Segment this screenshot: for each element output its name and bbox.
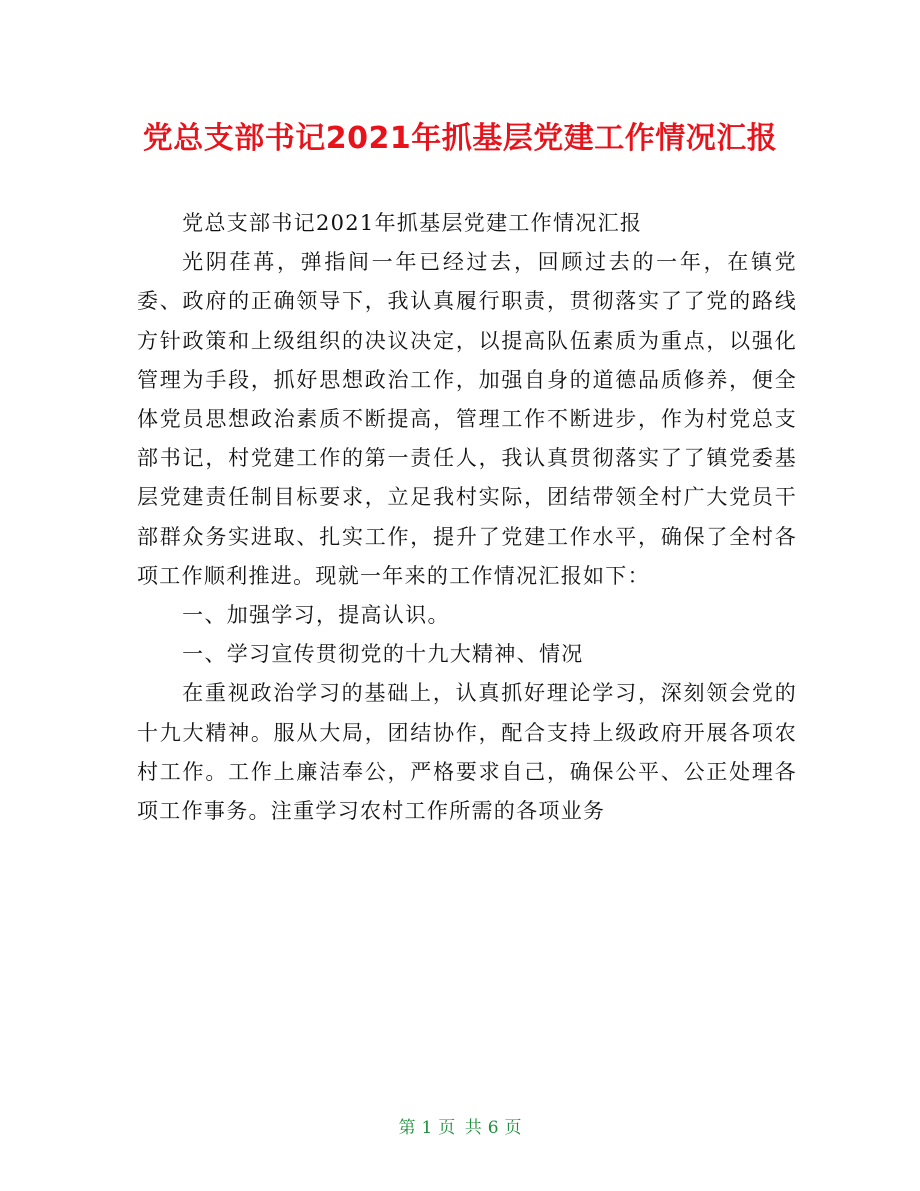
footer-page-number: 1 [421, 1118, 433, 1138]
footer-prefix: 第 [398, 1118, 416, 1138]
paragraph-study: 在重视政治学习的基础上，认真抓好理论学习，深刻领会党的十九大精神。服从大局，团结协作，配合支持上级政府开展各项农村工作。工作上廉洁奉公，严格要求自己，确保公平、公正处理各项工作事务。注重学习农村工作所需的各项业务 [137, 681, 797, 824]
footer-middle: 页 共 [438, 1118, 482, 1138]
paragraph-subtitle: 党总支部书记2021年抓基层党建工作情况汇报 [182, 211, 643, 235]
footer-suffix: 页 [504, 1118, 522, 1138]
document-title: 党总支部书记2021年抓基层党建工作情况汇报 [142, 121, 778, 156]
paragraph-intro: 光阴荏苒，弹指间一年已经过去，回顾过去的一年，在镇党委、政府的正确领导下，我认真履行职责，贯彻落实了了党的路线方针政策和上级组织的决议决定，以提高队伍素质为重点，以强化管理为手段，抓好思想政治工作，加强自身的道德品质修养，便全体党员思想政治素质不断提高，管理工作不断进步，作为村党总支部书记，村党建工作的第一责任人，我认真贯彻落实了了镇党委基层党建责任制目标要求，立足我村实际，团结带领全村广大党员干部群众务实进取、扎实工作，提升了党建工作水平，确保了全村各项工作顺利推进。现就一年来的工作情况汇报如下： [137, 250, 797, 588]
section-heading-1: 一、加强学习，提高认识。 [182, 603, 450, 628]
page-footer [0, 1113, 920, 1138]
footer-total-pages: 6 [487, 1118, 499, 1138]
document-body [137, 204, 797, 831]
subsection-heading-1: 一、学习宣传贯彻党的十九大精神、情况 [182, 642, 584, 667]
